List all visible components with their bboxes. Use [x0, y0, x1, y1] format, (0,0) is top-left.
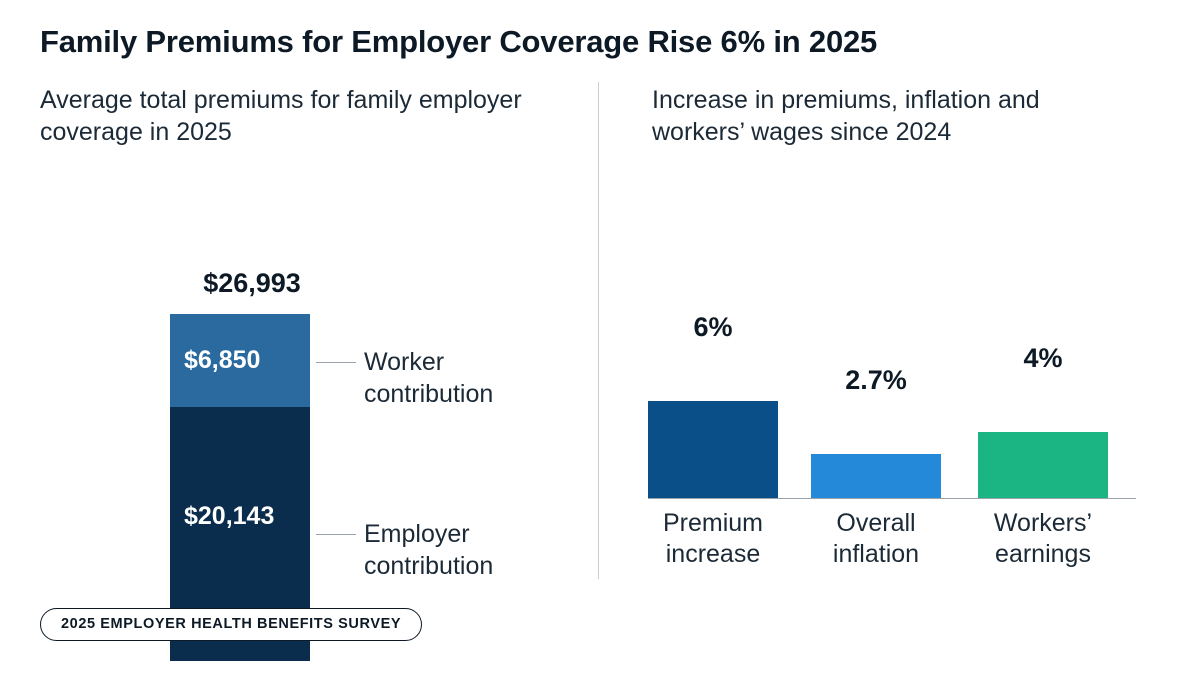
bar-label-workers-earnings: Workers’ earnings [993, 509, 1093, 569]
leader-line-employer [316, 534, 356, 535]
bar-label-overall-inflation: Overall inflation [832, 509, 920, 569]
employer-contribution-label: Employer contribution [364, 520, 494, 580]
worker-contribution-label: Worker contribution [364, 348, 494, 408]
grouped-bar-chart [648, 264, 1148, 569]
panel-divider [598, 82, 599, 579]
page-title: Family Premiums for Employer Coverage Rise 6% in 2025 [40, 24, 878, 59]
bar-workers-earnings [978, 432, 1108, 498]
bar-column-workers-earnings [978, 264, 1108, 569]
leader-line-worker [316, 362, 356, 363]
bar-premium-increase [648, 401, 778, 498]
bar-column-overall-inflation [811, 264, 941, 569]
source-badge: 2025 EMPLOYER HEALTH BENEFITS SURVEY [40, 608, 422, 641]
worker-contribution-value: $6,850 [184, 346, 261, 374]
bar-column-premium-increase [648, 264, 778, 569]
right-subtitle: Increase in premiums, inflation and workers’ wages since 2024 [652, 86, 1040, 146]
total-premium-label: $26,993 [203, 268, 301, 298]
bar-overall-inflation [811, 454, 941, 498]
left-chart-panel [40, 84, 580, 584]
right-chart-panel [652, 84, 1152, 584]
bar-label-premium-increase: Premium increase [662, 509, 763, 569]
employer-contribution-value: $20,143 [184, 502, 275, 530]
x-axis-line [648, 498, 1136, 499]
bar-segment-worker-contribution [170, 314, 310, 407]
left-subtitle: Average total premiums for family employer coverage in 2025 [40, 86, 522, 146]
bar-value-overall-inflation: 2.7% [845, 365, 907, 395]
bar-value-workers-earnings: 4% [1023, 343, 1063, 373]
bar-value-premium-increase: 6% [693, 312, 733, 342]
